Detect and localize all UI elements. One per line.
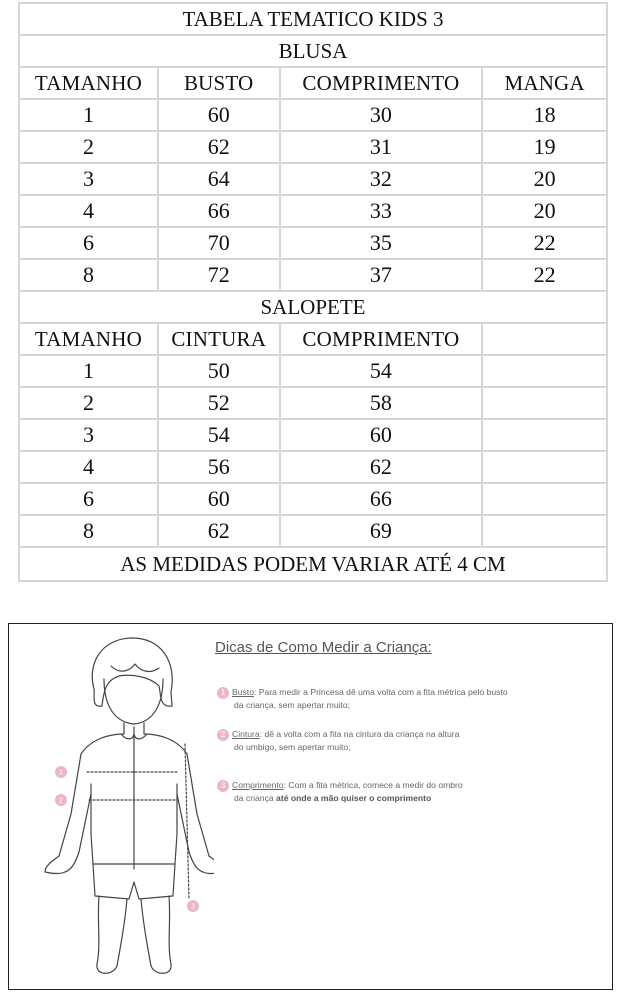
blusa-section-title: BLUSA [20, 36, 606, 66]
salopete-section-title: SALOPETE [20, 292, 606, 322]
table-cell: 22 [483, 228, 606, 258]
size-chart-table [18, 2, 608, 582]
table-cell: 3 [20, 420, 157, 450]
table-cell: 3 [20, 164, 157, 194]
table-cell: 18 [483, 100, 606, 130]
table-cell: 30 [281, 100, 482, 130]
tip-text-line2 [217, 792, 607, 805]
table-cell: 4 [20, 196, 157, 226]
table-title: TABELA TEMATICO KIDS 3 [20, 4, 606, 34]
table-row [20, 132, 606, 162]
table-cell: 70 [159, 228, 279, 258]
table-cell: 35 [281, 228, 482, 258]
table-cell: 62 [281, 452, 482, 482]
tip-label: Cintura [232, 729, 260, 739]
table-cell: 66 [159, 196, 279, 226]
table-cell: 2 [20, 132, 157, 162]
table-cell: 8 [20, 516, 157, 546]
table-cell: 6 [20, 484, 157, 514]
title-row [20, 4, 606, 34]
table-cell: 1 [20, 100, 157, 130]
tip-number-badge: 3 [217, 780, 229, 792]
table-cell: 37 [281, 260, 482, 290]
table-row [20, 260, 606, 290]
table-row [20, 484, 606, 514]
column-header: TAMANHO [20, 324, 157, 354]
table-cell: 4 [20, 452, 157, 482]
table-cell: 20 [483, 196, 606, 226]
tip-comprimento [217, 779, 607, 805]
table-cell [483, 452, 606, 482]
table-cell: 50 [159, 356, 279, 386]
column-header: COMPRIMENTO [281, 324, 482, 354]
table-cell: 60 [159, 100, 279, 130]
column-header: TAMANHO [20, 68, 157, 98]
table-row [20, 420, 606, 450]
table-cell: 2 [20, 388, 157, 418]
table-cell: 52 [159, 388, 279, 418]
table-cell: 32 [281, 164, 482, 194]
tip-text: : dê a volta com a fita na cintura da criança na altura [259, 729, 460, 739]
table-cell [483, 388, 606, 418]
column-header: MANGA [483, 68, 606, 98]
table-cell: 8 [20, 260, 157, 290]
tip-cintura [217, 728, 607, 754]
salopete-section-row [20, 292, 606, 322]
table-cell: 22 [483, 260, 606, 290]
tip-text: : Para medir a Princesa dê uma volta com a fita métrica pelo busto [253, 687, 508, 697]
blusa-header-row [20, 68, 606, 98]
table-cell: 31 [281, 132, 482, 162]
table-row [20, 356, 606, 386]
tip-text-line2: da criança, sem apertar muito; [234, 700, 351, 710]
table-cell: 33 [281, 196, 482, 226]
column-header [483, 324, 606, 354]
table-cell: 1 [20, 356, 157, 386]
tip-label: Comprimento [232, 780, 284, 790]
table-row [20, 196, 606, 226]
table-cell: 72 [159, 260, 279, 290]
tip-text-bold: até onde a mão quiser o comprimento [276, 793, 432, 803]
table-row [20, 452, 606, 482]
measurement-note: AS MEDIDAS PODEM VARIAR ATÉ 4 CM [20, 548, 606, 580]
table-cell: 56 [159, 452, 279, 482]
salopete-header-row [20, 324, 606, 354]
column-header: CINTURA [159, 324, 279, 354]
table-cell [483, 484, 606, 514]
tip-text-plain: da criança [234, 793, 277, 803]
table-cell: 69 [281, 516, 482, 546]
tips-title: Dicas de Como Medir a Criança: [215, 639, 432, 656]
table-cell: 54 [159, 420, 279, 450]
table-cell [483, 420, 606, 450]
measuring-tips-panel [8, 623, 613, 990]
footer-row [20, 548, 606, 580]
table-cell: 20 [483, 164, 606, 194]
table-row [20, 516, 606, 546]
child-figure-illustration [9, 624, 214, 989]
table-cell: 60 [281, 420, 482, 450]
marker-2-label: 2 [59, 797, 63, 805]
tip-text: : Com a fita métrica, comece a medir do ombro [283, 780, 463, 790]
tip-busto [217, 686, 607, 712]
table-cell: 54 [281, 356, 482, 386]
marker-1-label: 1 [59, 769, 63, 777]
tip-number-badge: 1 [217, 687, 229, 699]
tip-text-line2: do umbigo, sem apertar muito; [234, 742, 351, 752]
table-cell: 64 [159, 164, 279, 194]
tip-label: Busto [232, 687, 254, 697]
table-cell: 58 [281, 388, 482, 418]
table-row [20, 164, 606, 194]
tip-number-badge: 2 [217, 729, 229, 741]
marker-3-label: 3 [191, 903, 195, 911]
table-cell: 60 [159, 484, 279, 514]
table-row [20, 228, 606, 258]
table-cell: 62 [159, 132, 279, 162]
table-cell [483, 356, 606, 386]
blusa-section-row [20, 36, 606, 66]
table-row [20, 388, 606, 418]
table-cell: 66 [281, 484, 482, 514]
column-header: BUSTO [159, 68, 279, 98]
table-cell: 6 [20, 228, 157, 258]
table-cell: 62 [159, 516, 279, 546]
table-row [20, 100, 606, 130]
table-cell [483, 516, 606, 546]
table-cell: 19 [483, 132, 606, 162]
column-header: COMPRIMENTO [281, 68, 482, 98]
